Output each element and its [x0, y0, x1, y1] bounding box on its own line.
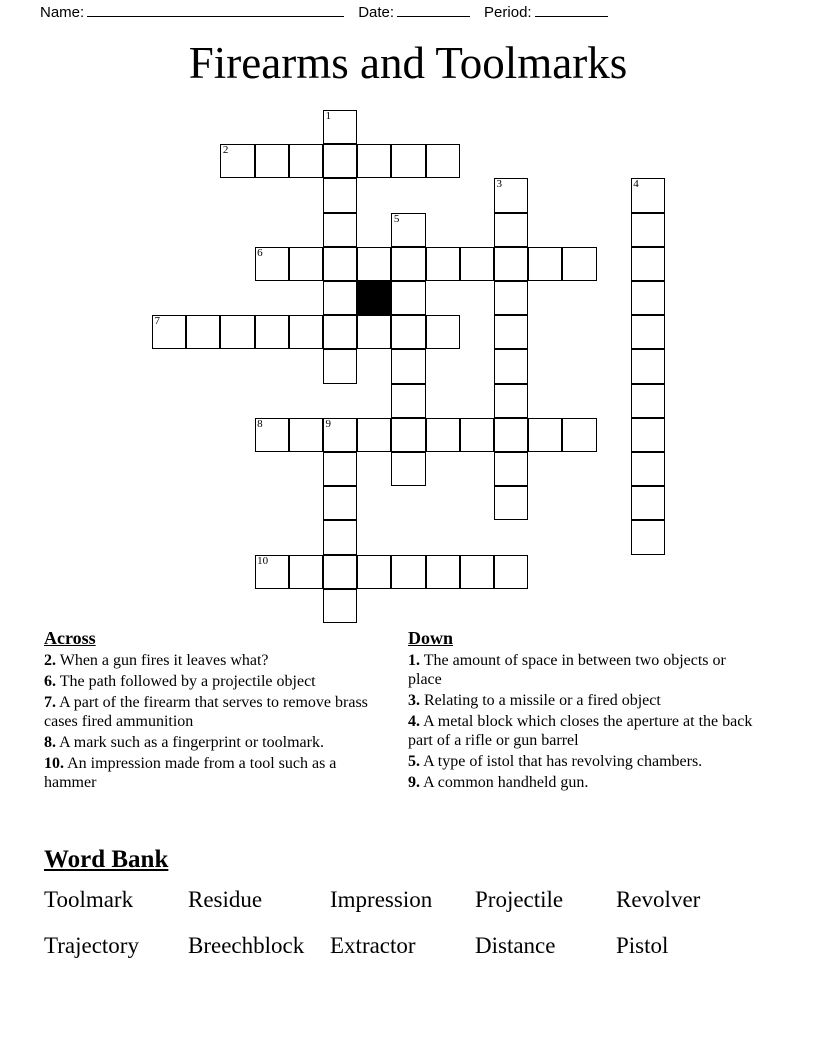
- grid-cell[interactable]: [631, 418, 665, 452]
- clue-text: A mark such as a fingerprint or toolmark.: [56, 734, 324, 751]
- grid-cell[interactable]: [323, 555, 357, 589]
- grid-cell[interactable]: [255, 247, 289, 281]
- grid-cell[interactable]: [255, 555, 289, 589]
- grid-cell[interactable]: [391, 281, 425, 315]
- name-label: Name:: [40, 4, 85, 21]
- down-clues-column: [408, 628, 772, 794]
- clue-text: Relating to a missile or a fired object: [420, 692, 661, 709]
- date-label: Date:: [358, 4, 395, 21]
- grid-cell[interactable]: [289, 144, 323, 178]
- grid-cell[interactable]: [323, 315, 357, 349]
- grid-cell[interactable]: [289, 315, 323, 349]
- grid-cell[interactable]: [255, 418, 289, 452]
- word-bank-word[interactable]: Impression: [330, 887, 433, 912]
- clue-number: 7.: [44, 694, 56, 711]
- page-title: Firearms and Toolmarks: [188, 38, 628, 88]
- grid-cell[interactable]: [631, 213, 665, 247]
- grid-cell[interactable]: [631, 349, 665, 383]
- grid-cell[interactable]: [631, 384, 665, 418]
- grid-cell[interactable]: [323, 452, 357, 486]
- clue-text: A part of the firearm that serves to remove brass cases fired ammunition: [44, 694, 368, 730]
- grid-cell[interactable]: [631, 247, 665, 281]
- word-bank-word[interactable]: Toolmark: [44, 887, 134, 912]
- grid-cell[interactable]: [460, 555, 494, 589]
- down-clue-list: [408, 651, 772, 792]
- clue-across-7: [44, 693, 408, 731]
- grid-cell[interactable]: [357, 418, 391, 452]
- grid-cell[interactable]: [494, 452, 528, 486]
- grid-cell[interactable]: [426, 315, 460, 349]
- clue-number: 6.: [44, 673, 56, 690]
- clue-number: 5.: [408, 753, 420, 770]
- grid-cell[interactable]: [426, 555, 460, 589]
- grid-cell[interactable]: [391, 315, 425, 349]
- grid-cell[interactable]: [323, 520, 357, 554]
- grid-cell[interactable]: [323, 486, 357, 520]
- word-bank-section: [44, 845, 784, 965]
- grid-cell-number: 4: [633, 178, 639, 191]
- grid-cell[interactable]: [391, 213, 425, 247]
- grid-cell-number: 8: [257, 417, 263, 430]
- grid-cell[interactable]: [255, 144, 289, 178]
- grid-cell[interactable]: [323, 281, 357, 315]
- grid-cell[interactable]: [391, 452, 425, 486]
- period-label: Period:: [484, 4, 532, 21]
- grid-cell[interactable]: [528, 418, 562, 452]
- clue-number: 4.: [408, 713, 420, 730]
- clue-text: When a gun fires it leaves what?: [56, 652, 269, 669]
- word-bank-word[interactable]: Revolver: [616, 887, 701, 912]
- clue-number: 9.: [408, 774, 420, 791]
- grid-cell[interactable]: [631, 281, 665, 315]
- across-heading: Across: [44, 628, 96, 648]
- clue-down-5: [408, 752, 772, 771]
- grid-cell[interactable]: [255, 315, 289, 349]
- grid-cell[interactable]: [494, 281, 528, 315]
- grid-cell[interactable]: [323, 144, 357, 178]
- grid-cell-number: 6: [257, 246, 263, 259]
- clue-down-9: [408, 773, 772, 792]
- grid-cell[interactable]: [460, 418, 494, 452]
- clue-across-2: [44, 651, 408, 670]
- word-bank-word[interactable]: Residue: [188, 887, 263, 912]
- clue-down-4: [408, 712, 772, 750]
- grid-cell[interactable]: [220, 144, 254, 178]
- grid-cell[interactable]: [494, 315, 528, 349]
- grid-cell-number: 2: [222, 144, 229, 157]
- grid-cell[interactable]: [289, 555, 323, 589]
- clue-across-6: [44, 672, 408, 691]
- word-bank-list: [44, 881, 784, 965]
- grid-cell-number: 9: [325, 417, 331, 430]
- grid-cell[interactable]: [494, 349, 528, 383]
- grid-cell[interactable]: [323, 213, 357, 247]
- word-bank-word[interactable]: Projectile: [475, 887, 564, 912]
- grid-cell[interactable]: [631, 315, 665, 349]
- grid-cell-number: 1: [325, 110, 331, 122]
- grid-cell[interactable]: [494, 418, 528, 452]
- grid-cell[interactable]: [357, 315, 391, 349]
- clue-across-10: [44, 754, 408, 792]
- grid-cell[interactable]: [426, 144, 460, 178]
- grid-cell[interactable]: [391, 144, 425, 178]
- clue-down-1: [408, 651, 772, 689]
- grid-cell[interactable]: [357, 247, 391, 281]
- grid-cell[interactable]: [357, 144, 391, 178]
- grid-cell[interactable]: [494, 213, 528, 247]
- grid-cell[interactable]: [323, 418, 357, 452]
- clue-number: 2.: [44, 652, 56, 669]
- word-bank-word[interactable]: Extractor: [330, 933, 416, 958]
- clue-number: 8.: [44, 734, 56, 751]
- grid-cell-number: 7: [154, 315, 160, 328]
- across-clue-list: [44, 651, 408, 792]
- grid-cell[interactable]: [494, 384, 528, 418]
- grid-cell[interactable]: [152, 315, 186, 349]
- grid-cell[interactable]: [391, 555, 425, 589]
- grid-cell[interactable]: [289, 418, 323, 452]
- grid-cell[interactable]: [631, 486, 665, 520]
- grid-cell-number: 3: [496, 178, 502, 191]
- grid-cell[interactable]: [391, 349, 425, 383]
- grid-cell-number: 5: [393, 212, 400, 225]
- grid-cell[interactable]: [631, 178, 665, 212]
- down-heading: Down: [408, 628, 454, 648]
- grid-cell[interactable]: [391, 384, 425, 418]
- word-bank-heading: Word Bank: [44, 846, 169, 873]
- grid-cell[interactable]: [323, 349, 357, 383]
- across-clues-column: [44, 628, 408, 794]
- grid-cell[interactable]: [323, 589, 357, 623]
- grid-cell[interactable]: [631, 452, 665, 486]
- clue-text: A type of istol that has revolving chambers.: [420, 753, 703, 770]
- word-bank-word[interactable]: Trajectory: [44, 933, 139, 958]
- clues-section: [44, 628, 772, 794]
- grid-cell[interactable]: [426, 247, 460, 281]
- clue-number: 10.: [44, 755, 64, 772]
- grid-cell[interactable]: [391, 247, 425, 281]
- word-bank-word[interactable]: Breechblock: [188, 933, 305, 958]
- grid-cell[interactable]: [631, 520, 665, 554]
- clue-text: A metal block which closes the aperture at the back part of a rifle or gun barrel: [408, 713, 753, 749]
- grid-cell[interactable]: [391, 418, 425, 452]
- grid-cell[interactable]: [528, 247, 562, 281]
- grid-cell[interactable]: [494, 178, 528, 212]
- grid-cell-blocked: [357, 281, 391, 315]
- word-bank-word[interactable]: Pistol: [616, 933, 669, 958]
- clue-number: 1.: [408, 652, 420, 669]
- clue-text: A common handheld gun.: [420, 774, 589, 791]
- grid-cell[interactable]: [323, 178, 357, 212]
- clue-text: The path followed by a projectile object: [56, 673, 316, 690]
- grid-cell[interactable]: [460, 247, 494, 281]
- grid-cell[interactable]: [220, 315, 254, 349]
- grid-cell[interactable]: [186, 315, 220, 349]
- grid-cell[interactable]: [494, 555, 528, 589]
- grid-cell[interactable]: [562, 247, 596, 281]
- grid-cell[interactable]: [323, 247, 357, 281]
- grid-cell[interactable]: [494, 486, 528, 520]
- word-bank-word[interactable]: Distance: [475, 933, 556, 958]
- grid-cell[interactable]: [562, 418, 596, 452]
- clue-across-8: [44, 733, 408, 752]
- grid-cell-number: 10: [257, 554, 269, 567]
- clue-text: An impression made from a tool such as a hammer: [44, 755, 337, 791]
- clue-number: 3.: [408, 692, 420, 709]
- grid-cell[interactable]: [426, 418, 460, 452]
- grid-cell[interactable]: [357, 555, 391, 589]
- grid-cell[interactable]: [323, 110, 357, 144]
- grid-cell[interactable]: [494, 247, 528, 281]
- clue-text: The amount of space in between two objects or place: [408, 652, 726, 688]
- grid-cell[interactable]: [289, 247, 323, 281]
- clue-down-3: [408, 691, 772, 710]
